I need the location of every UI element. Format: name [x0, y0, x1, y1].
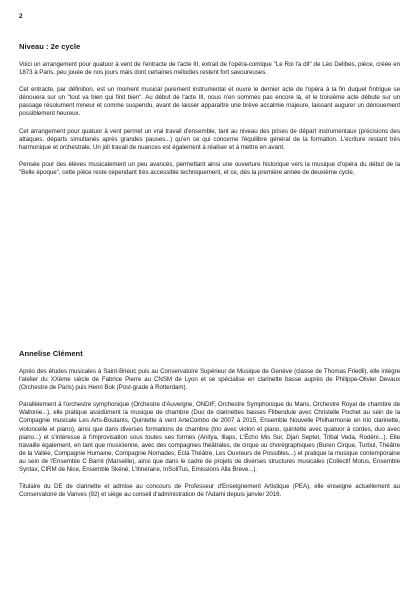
bio-paragraph: Parallèlement à l'orchestre symphonique (Orchestre d'Auvergne, ONDIF, Orchestre Symphonique du Mans, Orchestre Royal de chambre de Wallonie...), elle pratique assidûment la musique de chambre (Duo de clarinettes basses Flibendule avec Christelle Pochet au sein de la Compagnie musicale Les Arts-Boutants, Quintette à vent ArteCombo de 2007 à 2015, Ensemble Nouvelle Philharmonie en trio clarinette, violoncelle et piano), ainsi que dans diverses formations de chambre (trio avec violon et piano, quintette avec quatuor à cordes, duo avec piano...) et s'intéresse à l'improvisation sous toutes ses formes (Anitya, Illaps, L'Écho Mis Sur, Djan Septet, Tribal Veda, Rodéni...). Elle travaille également, en tant que musicienne, avec des compagnies théâtrales, de cirque ou chorégraphiques (Buren Cirque, Turbul, Théâtre de la Vallée, Compagnie Humaine, Compagnie Nomades, Ecla Théâtre, Les Ouvreurs de Possibles...) et pratique la musique contemporaine au sein de l'Ensemble C Barré (Marseille), ainsi que dans le cadre de projets de diverses structures musicales (Collectif Motus, Ensemble Syntax, CIRM de Nice, Ensemble Skéné, L'Itinéraire, InSoliTus, Emissions Alla Breve...). — [19, 401, 400, 474]
bio-paragraph: Après des études musicales à Saint-Brieuc puis au Conservatoire Supérieur de Musique de Genève (classe de Thomas Friedli), elle intègre l'atelier du XXème siècle de Fabrice Pierre au CNSM de Lyon et se spécialise en clarinette basse auprès de Philippe-Olivier Devaux (Orchestre de Paris) puis Henri Bok (Post-grade à Rotterdam). — [19, 368, 400, 392]
level-paragraph: Cet entracte, par définition, est un moment musical purement instrumental et ouvre le dernier acte de l'opéra à la fin duquel l'intrigue se dénouera sur un "tout va bien qui finit bien". Au début de l'acte III, nous n'en sommes pas encore là, et le troisième acte débute sur un passage résolument mineur et comme suspendu, avant de laisser apparaître une brève accalmie majeure, laissant augurer un dénouement possiblement heureux. — [19, 86, 400, 118]
level-heading: Niveau : 2e cycle — [19, 42, 81, 51]
level-paragraph: Voici un arrangement pour quatuor à vent de l'entracte de l'acte III, extrait de l'opéra-comique "Le Roi l'a dit" de Léo Delibes, pièce, créée en 1873 à Paris, peu jouée de nos jours mais dont certaines mélodies restent fort savoureuses. — [19, 61, 400, 77]
level-section — [19, 42, 400, 186]
page-number: 2 — [19, 13, 23, 20]
bio-paragraph: Titulaire du DE de clarinette et admise au concours de Professeur d'Enseignement Artistique (PEA), elle enseigne actuellement au Conservatoire de Vanves (92) et siège au conseil d'administration de l'Adami depuis janvier 2016. — [19, 483, 400, 499]
level-paragraph: Pensée pour des élèves musicalement un peu avancés, permettant ainsi une ouverture historique vers la musique d'opéra du début de la "Belle époque", cette pièce reste cependant très accessible techniquement, et ce, dès la première année de deuxième cycle. — [19, 160, 400, 176]
bio-section — [19, 349, 400, 508]
level-paragraph: Cet arrangement pour quatuor à vent permet un vrai travail d'ensemble, tant au niveau des prises de départ instrumentaux (précisions des attaques, départs simultanés après grandes pauses...) qu'en ce qui concerne l'équilibre général de la formation. L'écriture restant très harmonique et orchestrale. Un joli travail de nuances est également à réaliser et à mettre en avant. — [19, 127, 400, 151]
bio-heading: Annelise Clément — [19, 349, 83, 358]
